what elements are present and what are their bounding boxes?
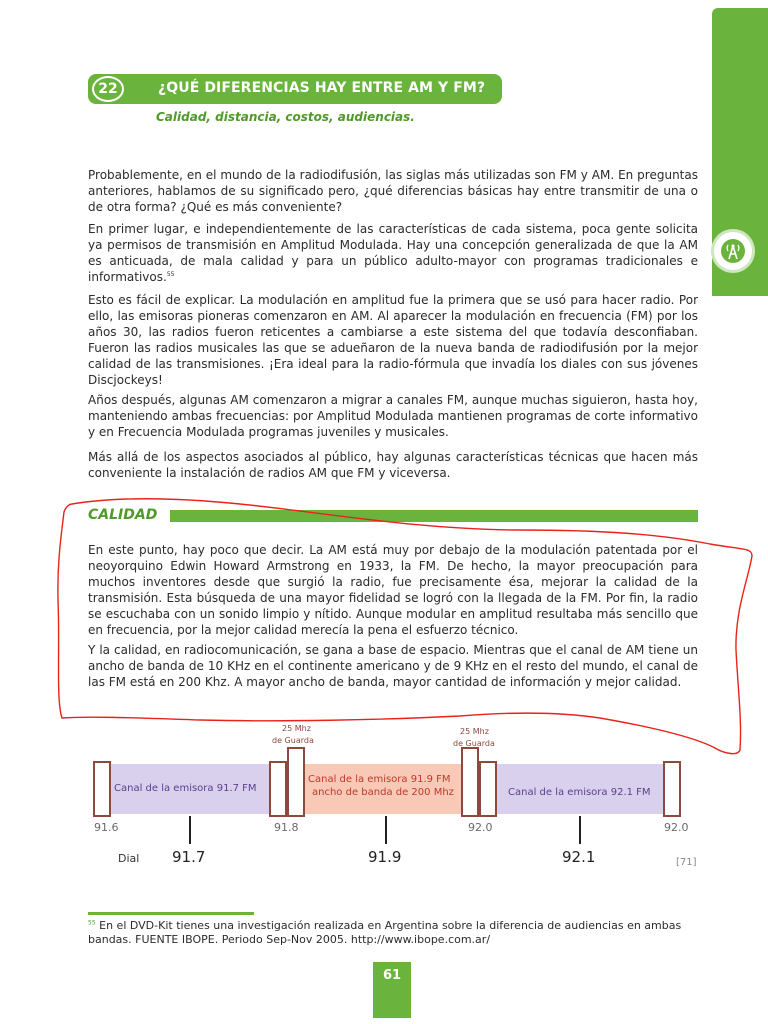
intro-paragraph-5: Más allá de los aspectos asociados al público, hay algunas características técnicas que hacen más conveniente la instalación de radios AM que FM y viceversa. [88,450,698,480]
channel-center-label-1: Canal de la emisora 91.9 FM [308,774,451,785]
section-paragraph-2: Y la calidad, en radiocomunicación, se gana a base de espacio. Mientras que el canal de AM tiene un ancho de banda de 10 KHz en el continente americano y de 9 KHz en el resto del mundo, el canal de las FM está en 200 Khz. A mayor ancho de banda, mayor cantidad de información y mejor calidad. [88,643,698,689]
intro-paragraph-3: Esto es fácil de explicar. La modulación en amplitud fue la primera que se usó para hacer radio. Por ello, las emisoras pioneras comenzaron en AM. Al aparecer la modulación en frecuencia (FM) por los años 30, las radios fueron reticentes a cambiarse a este sistema del que todavía desconfiaban. Fueron las radios musicales las que se adueñaron de la nueva banda de radiodifusión por la mejor calidad de las transmisiones. ¡Era ideal para la radio-fórmula que invadía los diales con sus jóvenes Discjockeys! [88,293,698,387]
tick-label: 92.0 [664,821,689,834]
guard-left-label-1: 25 Mhz [282,724,311,733]
dial-value: 91.7 [172,848,206,866]
channel-center-label-2: ancho de banda de 200 Mhz [312,787,454,798]
channel-left-label: Canal de la emisora 91.7 FM [114,783,257,794]
section-heading: CALIDAD [88,507,158,523]
footnote-marker: 55 [88,919,96,927]
tick-label: 91.6 [94,821,119,834]
edge-block-left-2 [270,762,286,816]
guard-right-label-2: de Guarda [453,739,495,748]
footnote: $^{55}$ En el DVD-Kit tienes una investigación realizada en Argentina sobre la diferencia de audiencias en ambas bandas. FUENTE IBOPE. Periodo Sep-Nov 2005. http://www.ibope.com.ar/ [88,919,682,946]
guard-block-left [288,748,304,816]
channel-right-label: Canal de la emisora 92.1 FM [508,787,651,798]
dial-value: 91.9 [368,848,402,866]
dial-value: 92.1 [562,848,596,866]
figure-number: [71] [676,857,697,868]
footnote-ref: 55 [166,271,175,278]
edge-block-left [94,762,110,816]
edge-block-right-2 [480,762,496,816]
chapter-number: 22 [92,76,124,102]
intro-paragraph-2: En primer lugar, e independientemente de las características de cada sistema, poca gente solicita ya permisos de transmisión en Amplitud Modulada. Hay una concepción generalizada de que la AM es anticuada, de mala calidad y para un público adulto-mayor con programas tradicionales e informativos.$^{55}$ [88,222,698,284]
footnote-rule [88,912,254,915]
guard-left-label-2: de Guarda [272,736,314,745]
guard-right-label-1: 25 Mhz [460,727,489,736]
edge-block-right [664,762,680,816]
page-title: ¿QUÉ DIFERENCIAS HAY ENTRE AM Y FM? [158,80,486,96]
page-subtitle: Calidad, distancia, costos, audiencias. [156,110,415,124]
section-paragraph-1: En este punto, hay poco que decir. La AM está muy por debajo de la modulación patentada por el neoyorquino Edwin Howard Armstrong en 1933, la FM. De hecho, la mayor preocupación para muchos inventores desde que surgió la radio, fue precisamente ésa, mejorar la calidad de la transmisión. Esta búsqueda de una mayor fidelidad se logró con la llegada de la FM. Por fin, la radio se escuchaba con un sonido limpio y nítido. Aunque modular en amplitud resultaba más sencillo que en frecuencia, por la mejor calidad merecía la pena el esfuerzo técnico. [88,543,698,637]
intro-paragraph-1: Probablemente, en el mundo de la radiodifusión, las siglas más utilizadas son FM y AM. En preguntas anteriores, hablamos de su significado pero, ¿qué diferencias básicas hay entre transmitir de una o de otra forma? ¿Qué es más conveniente? [88,168,698,214]
dial-label: Dial [118,852,140,865]
tick-label: 92.0 [468,821,493,834]
tick-label: 91.8 [274,821,299,834]
page-number: 61 [373,962,411,1018]
guard-block-right [462,748,478,816]
intro-paragraph-4: Años después, algunas AM comenzaron a migrar a canales FM, aunque muchas siguieron, hasta hoy, manteniendo ambas frecuencias: por Amplitud Modulada mantienen programas de corte informativo y en Frecuencia Modulada programas juveniles y musicales. [88,393,698,439]
